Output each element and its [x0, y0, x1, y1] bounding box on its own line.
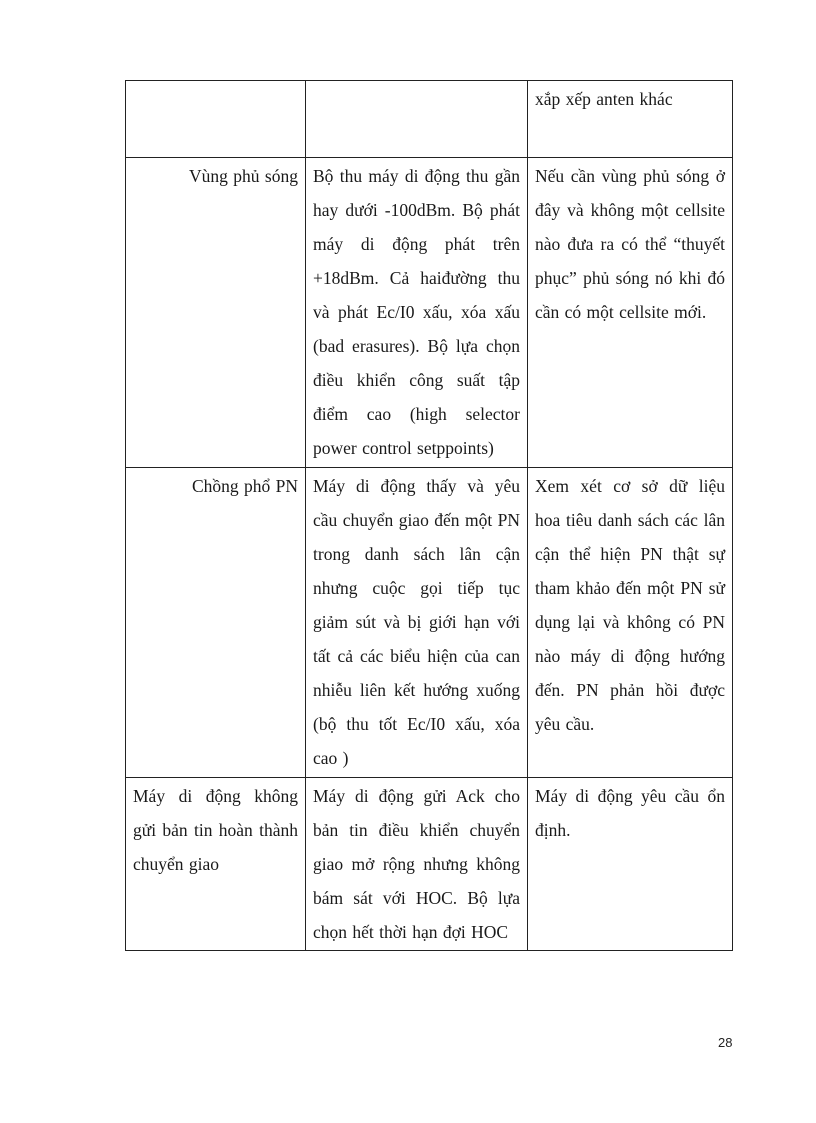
- table-row: [126, 158, 733, 468]
- table-cell: Máy di động thấy và yêu cầu chuyển giao đến một PN trong danh sách lân cận nhưng cuộc gọi tiếp tục giảm sút và bị giới hạn với tất cả các biểu hiện của can nhiễu liên kết hướng xuống (bộ thu tốt Ec/I0 xấu, xóa cao ): [306, 468, 528, 778]
- row-label: Chồng phổ PN: [126, 468, 306, 778]
- table-row: [126, 81, 733, 158]
- table-cell: [126, 81, 306, 158]
- data-table: [125, 80, 733, 951]
- row-label: Máy di động không gửi bản tin hoàn thành chuyển giao: [126, 778, 306, 951]
- table-cell: [306, 81, 528, 158]
- table-cell: Xem xét cơ sở dữ liệu hoa tiêu danh sách các lân cận thể hiện PN thật sự tham khảo đến một PN sử dụng lại và không có PN nào máy di động hướng đến. PN phản hồi được yêu cầu.: [528, 468, 733, 778]
- table-cell: Máy di động gửi Ack cho bản tin điều khiển chuyển giao mở rộng nhưng không bám sát với HOC. Bộ lựa chọn hết thời hạn đợi HOC: [306, 778, 528, 951]
- table-cell: xắp xếp anten khác: [528, 81, 733, 158]
- row-label: Vùng phủ sóng: [126, 158, 306, 468]
- table-cell: Nếu cần vùng phủ sóng ở đây và không một cellsite nào đưa ra có thể “thuyết phục” phủ sóng nó khi đó cần có một cellsite mới.: [528, 158, 733, 468]
- table-cell: Máy di động yêu cầu ổn định.: [528, 778, 733, 951]
- table-cell: Bộ thu máy di động thu gần hay dưới -100dBm. Bộ phát máy di động phát trên +18dBm. Cả haiđường thu và phát Ec/I0 xấu, xóa xấu (bad erasures). Bộ lựa chọn điều khiển công suất tập điểm cao (high selector power control setppoints): [306, 158, 528, 468]
- page-number: 28: [718, 1035, 733, 1050]
- table-row: [126, 778, 733, 951]
- table-row: [126, 468, 733, 778]
